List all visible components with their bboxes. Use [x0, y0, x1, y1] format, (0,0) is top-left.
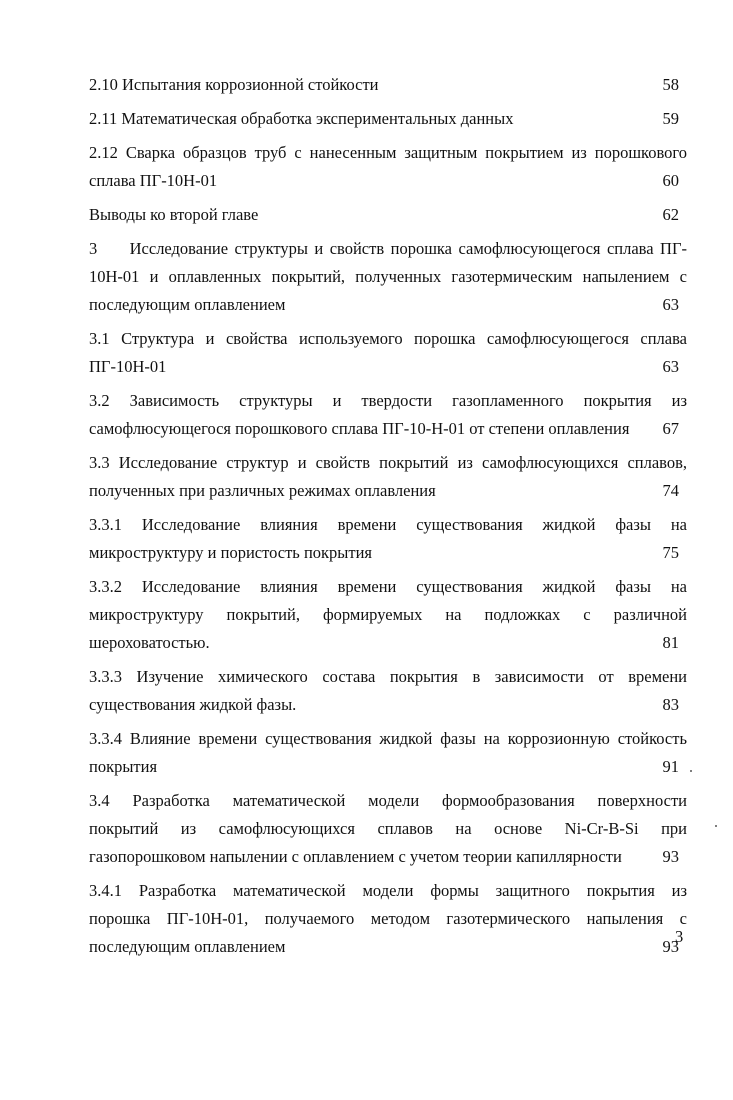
toc-entry	[89, 725, 687, 781]
toc-entry-line: покрытий из самофлюсующихся сплавов на основе Ni-Cr-B-Si при	[89, 819, 687, 838]
toc-entry-line: 3.3 Исследование структур и свойств покрытий из самофлюсующихся сплавов,	[89, 453, 687, 472]
toc-entry-line: сплава ПГ-10Н-01	[89, 171, 218, 190]
toc-entry-page: 93	[662, 937, 679, 956]
toc-entry-page: 62	[662, 205, 679, 224]
toc-entry	[89, 325, 687, 381]
toc-entry-line: 2.11 Математическая обработка экспериментальных данных	[89, 109, 514, 128]
toc-entry-line: самофлюсующегося порошкового сплава ПГ-10-Н-01 от степени оплавления	[89, 419, 630, 438]
toc-entry-line: Выводы ко второй главе	[89, 205, 259, 224]
toc-entry-line: существования жидкой фазы.	[89, 695, 297, 714]
toc-entry	[89, 449, 687, 505]
toc-entry-page: 74	[662, 481, 679, 500]
toc-entry	[89, 105, 687, 133]
toc-entry	[89, 139, 687, 195]
toc-entry-line: 3.4.1 Разработка математической модели формы защитного покрытия из	[89, 881, 687, 900]
toc-entry-line: 3.4 Разработка математической модели формообразования поверхности	[89, 791, 687, 810]
toc-entry-line: покрытия	[89, 757, 158, 776]
toc-entry-line: 3.2 Зависимость структуры и твердости газопламенного покрытия из	[89, 391, 687, 410]
toc-entry-page: 63	[662, 357, 679, 376]
toc-entry	[89, 877, 687, 961]
toc-entry-line: 2.12 Сварка образцов труб с нанесенным защитным покрытием из порошкового	[89, 143, 687, 162]
toc-entry-line: 2.10 Испытания коррозионной стойкости	[89, 75, 379, 94]
toc-entry-page: 81	[662, 633, 679, 652]
toc-entry-page: 91	[662, 757, 679, 776]
toc-entry	[89, 387, 687, 443]
toc-entry	[89, 663, 687, 719]
toc-entry-line: порошка ПГ-10Н-01, получаемого методом газотермического напыления с	[89, 909, 687, 928]
toc-entry-page: 58	[662, 75, 679, 94]
toc-entry-line: 3.3.3 Изучение химического состава покрытия в зависимости от времени	[89, 667, 687, 686]
toc-entry-line: последующим оплавлением	[89, 937, 286, 956]
toc-entry-page: 93	[662, 847, 679, 866]
toc-entry	[89, 511, 687, 567]
toc-entry-line: шероховатостью.	[89, 633, 210, 652]
toc-entry-page: 67	[662, 419, 679, 438]
toc-entry-line: 3 Исследование структуры и свойств порошка самофлюсующегося сплава ПГ-	[89, 239, 687, 258]
page-number: 3	[675, 927, 684, 946]
toc-entry-page: 60	[662, 171, 679, 190]
toc-entry-page: 75	[662, 543, 679, 562]
toc-entry-line: газопорошковом напылении с оплавлением с учетом теории капиллярности	[89, 847, 622, 866]
toc-entry-line: 3.3.2 Исследование влияния времени существования жидкой фазы на	[89, 577, 687, 596]
toc-entry	[89, 787, 687, 871]
toc-entry-page: 59	[662, 109, 679, 128]
toc-entry-line: микроструктуру покрытий, формируемых на подложках с различной	[89, 605, 687, 624]
toc-entry	[89, 573, 687, 657]
toc-entry-line: 3.3.1 Исследование влияния времени существования жидкой фазы на	[89, 515, 687, 534]
toc-entry-line: последующим оплавлением	[89, 295, 286, 314]
table-of-contents	[89, 71, 687, 967]
toc-entry	[89, 71, 687, 99]
toc-entry-line: 10Н-01 и оплавленных покрытий, полученных газотермическим напылением с	[89, 267, 687, 286]
toc-entry-page: 83	[662, 695, 679, 714]
toc-entry-line: ПГ-10Н-01	[89, 357, 167, 376]
toc-entry-line: микроструктуру и пористость покрытия	[89, 543, 373, 562]
scan-speck	[715, 825, 717, 827]
toc-entry-page: 63	[662, 295, 679, 314]
toc-entry-line: полученных при различных режимах оплавления	[89, 481, 436, 500]
toc-entry	[89, 235, 687, 319]
toc-entry-line: 3.3.4 Влияние времени существования жидкой фазы на коррозионную стойкость	[89, 729, 687, 748]
scan-speck	[690, 770, 692, 772]
toc-entry	[89, 201, 687, 229]
toc-entry-line: 3.1 Структура и свойства используемого порошка самофлюсующегося сплава	[89, 329, 687, 348]
